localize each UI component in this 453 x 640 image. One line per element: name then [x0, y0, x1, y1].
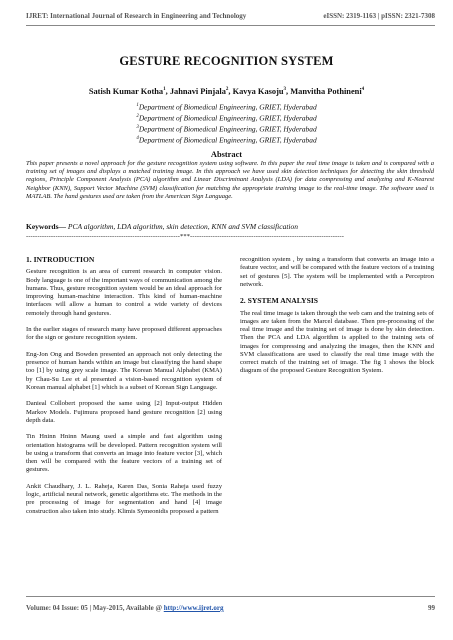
paragraph: Ankit Chaudhary, J. L. Raheja, Karen Das, Sonia Raheja used fuzzy logic, artificial neural network, genetic algorithms etc. The methods in the pre processing of image for segmentation and hand [4] image construction also taken into study. Klimis Symeonidis proposed a pattern: [26, 482, 222, 515]
paragraph: Danieal Collobert proposed the same using [2] Input-output Hidden Markov Models. Fujimura proposed hand gesture recognition [2] using depth data.: [26, 400, 222, 424]
left-column: [26, 256, 222, 524]
abstract-heading: Abstract: [210, 150, 243, 159]
header-rule: [26, 25, 435, 26]
author-sup: 2: [225, 87, 229, 93]
affiliation: [0, 134, 453, 145]
section-separator: --------------------------------------------------------------------***--------------------------------------------------------------------: [26, 233, 345, 240]
paragraph: Tin Hninn Hninn Maung used a simple and fast algorithm using orientation histograms will be developed. Pattern recognition system will be using a transform that converts an image into feature vector [3], which then will be compared with the feature vectors of a training set of gestures.: [26, 433, 222, 474]
affiliation-text: Department of Biomedical Engineering, GRIET, Hyderabad: [138, 113, 317, 123]
author-name: Jahnavi Pinjala: [169, 87, 226, 96]
paragraph: Gesture recognition is an area of current research in computer vision. Body language is one of the important ways of communication among the humans. Thus, gesture recognition system would be an ideal approach for improving human-machine interaction. This kind of human-machine interfaces will allow a human to control a wide variety of devices remotely through hand gestures.: [26, 268, 222, 317]
affiliation-sup: 3: [136, 124, 139, 130]
author-sup: 1: [163, 87, 166, 93]
affiliation: [0, 123, 453, 134]
author-sep: ,: [228, 87, 233, 96]
journal-name: IJRET: International Journal of Research in Engineering and Technology: [26, 12, 247, 20]
volume-info: [26, 604, 224, 612]
affiliation-text: Department of Biomedical Engineering, GRIET, Hyderabad: [138, 102, 317, 112]
intro-heading: 1. INTRODUCTION: [26, 255, 95, 264]
paragraph: Eng-Jon Ong and Bowden presented an approach not only detecting the presence of human hands within an image but classifying the hand shape too [1] by using grey scale image. The Korean Manual Alphabet (KMA) by Chau-Su Lee et al presented a vision-based recognition system of Korean manual alphabet [1] which is a subset of Korean Sign Language.: [26, 350, 222, 391]
footer-rule: [26, 596, 435, 597]
keywords-label: Keywords—: [26, 222, 66, 231]
author-sep: ,: [286, 87, 291, 96]
affiliation: [0, 112, 453, 123]
author-name: Satish Kumar Kotha: [88, 87, 164, 96]
affiliation-text: Department of Biomedical Engineering, GRIET, Hyderabad: [138, 124, 317, 134]
keywords-text: PCA algorithm, LDA algorithm, skin detection, KNN and SVM classification: [66, 222, 299, 231]
running-footer: [26, 604, 435, 612]
author-sep: ,: [165, 87, 170, 96]
author-name: Manvitha Pothineni: [290, 87, 362, 96]
keywords-line: [26, 222, 434, 231]
author-sup: 3: [283, 87, 287, 93]
paragraph: In the earlier stages of research many have proposed different approaches for the sign or gesture recognition system.: [26, 326, 222, 342]
affiliation: [0, 101, 453, 112]
affiliation-sup: 2: [136, 113, 139, 119]
author-name: Kavya Kasoju: [232, 87, 284, 96]
paragraph: The real time image is taken through the web cam and the training sets of images are taken from the Marcel database. Then pre-processing of the real time image and the training set of image is done by skin detection. Then the PCA and LDA algorithm is applied to the training sets of images for compressing and analyzing the images, then the KNN and SVM classifications are used to classify the real time image with the correct match of the training set of image. The fig 1 shows the block diagram of the proposed Gesture Recognition System.: [240, 309, 434, 375]
author-line: [0, 87, 453, 96]
affiliation-sup: 4: [136, 135, 139, 141]
affiliations: [0, 101, 453, 145]
author-sup: 4: [361, 87, 365, 93]
running-header: [26, 12, 435, 20]
journal-link[interactable]: http://www.ijret.org: [163, 604, 224, 612]
affiliation-text: Department of Biomedical Engineering, GRIET, Hyderabad: [138, 135, 317, 145]
right-column: [240, 256, 434, 384]
affiliation-sup: 1: [136, 103, 139, 108]
page-number: 99: [428, 604, 435, 612]
issn: eISSN: 2319-1163 | pISSN: 2321-7308: [323, 12, 435, 20]
system-heading: 2. SYSTEM ANALYSIS: [240, 296, 319, 306]
paper-title: GESTURE RECOGNITION SYSTEM: [119, 54, 334, 68]
volume-text: Volume: 04 Issue: 05 | May-2015, Available @: [26, 604, 164, 612]
paragraph: recognition system , by using a transform that converts an image into a feature vector, and will be compared with the feature vectors of a training set of gestures [5]. The system will be implemented with a Perceptron network.: [240, 256, 434, 288]
abstract-text: This paper presents a novel approach for the gesture recognition system using software. In this paper the real time image is taken and is compared with a training set of images and displays a matched training image. In this approach we have used skin detection techniques for detecting the skin threshold regions, Principle Component Analysis (PCA) algorithm and Linear Discriminant Analysis (LDA) for data compressing and analyzing and K-Nearest Neighbor (KNN), Support Vector Machine (SVM) classification for matching the appropriate training image to the real-time image. The software used is MATLAB. The hand gestures used are taken from the American Sign Language.: [26, 160, 434, 200]
